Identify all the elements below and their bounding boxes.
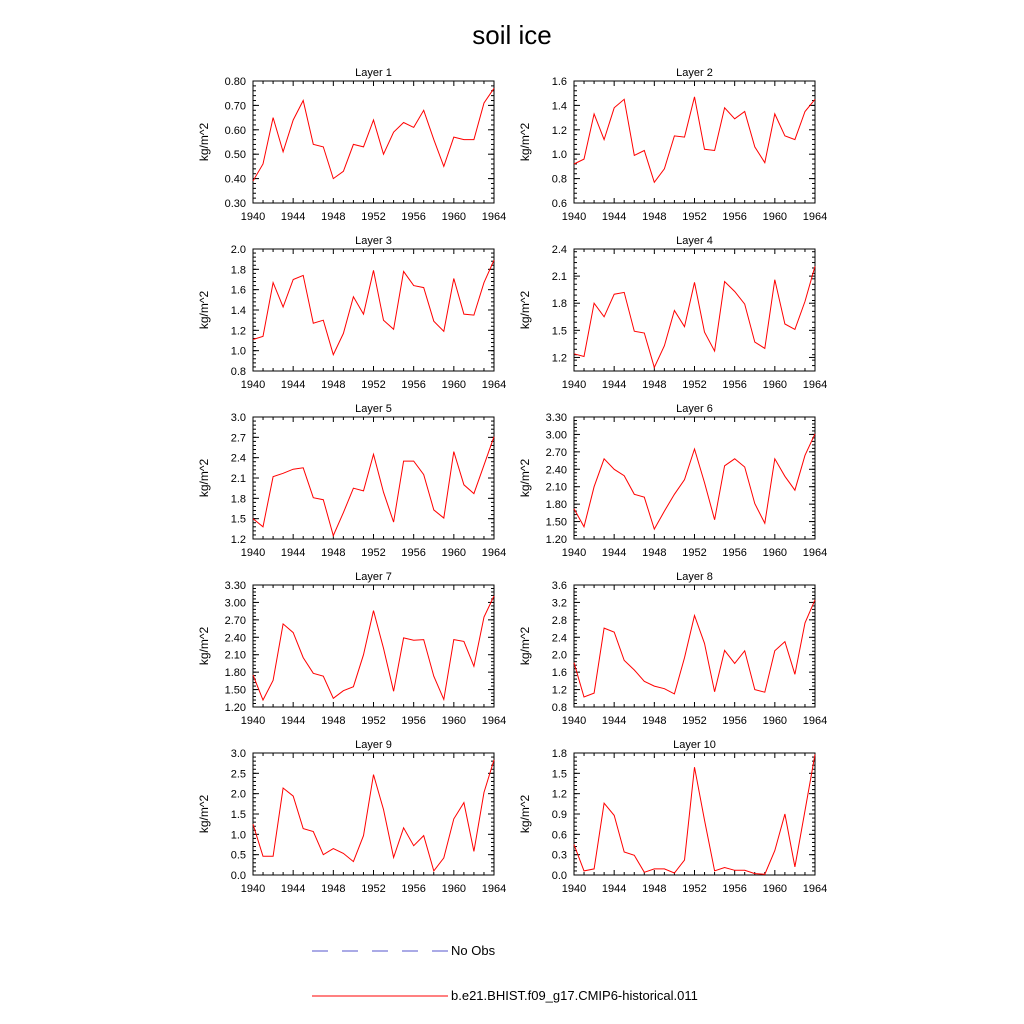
x-tick-label: 1940 — [561, 547, 587, 559]
y-tick-label: 1.4 — [230, 305, 246, 317]
y-tick-label: 1.6 — [551, 667, 567, 680]
x-tick-label: 1956 — [401, 883, 426, 895]
x-tick-label: 1952 — [361, 211, 386, 223]
y-axis-label: kg/m^2 — [518, 626, 532, 666]
plot-frame — [253, 585, 494, 707]
x-tick-label: 1940 — [561, 211, 587, 223]
y-tick-label: 2.10 — [545, 481, 567, 494]
y-tick-label: 3.00 — [545, 429, 567, 442]
x-tick-label: 1964 — [802, 715, 828, 727]
y-axis-label: kg/m^2 — [197, 794, 211, 834]
plot-frame — [253, 249, 494, 371]
y-axis-label: kg/m^2 — [518, 794, 532, 834]
y-axis-label: kg/m^2 — [518, 290, 532, 330]
y-tick-label: 3.6 — [551, 580, 567, 592]
chart-panel-10 — [518, 739, 827, 895]
chart-panel-2 — [518, 67, 827, 223]
x-tick-label: 1964 — [802, 379, 828, 391]
x-tick-label: 1952 — [682, 379, 707, 391]
y-tick-label: 0.6 — [551, 829, 567, 842]
y-axis-label: kg/m^2 — [197, 626, 211, 666]
x-tick-label: 1948 — [321, 715, 346, 727]
x-tick-label: 1956 — [401, 715, 426, 727]
y-tick-label: 3.00 — [224, 597, 246, 610]
legend-label-model-run: b.e21.BHIST.f09_g17.CMIP6-historical.011 — [451, 988, 698, 1003]
x-tick-label: 1948 — [642, 715, 667, 727]
y-tick-label: 1.8 — [551, 748, 567, 760]
series-line — [574, 754, 815, 874]
x-tick-label: 1940 — [561, 379, 587, 391]
y-tick-label: 2.1 — [230, 473, 246, 485]
y-tick-label: 3.30 — [224, 580, 246, 592]
y-tick-label: 0.0 — [230, 870, 246, 882]
x-tick-label: 1964 — [481, 883, 507, 895]
figure-title: soil ice — [472, 20, 552, 50]
y-tick-label: 2.10 — [224, 649, 246, 662]
y-axis-label: kg/m^2 — [518, 458, 532, 498]
chart-panel-5 — [197, 403, 506, 559]
y-tick-label: 1.4 — [551, 100, 567, 113]
y-tick-label: 2.1 — [551, 271, 567, 284]
y-tick-label: 2.40 — [545, 464, 567, 477]
chart-panel-4 — [518, 235, 827, 391]
x-tick-label: 1952 — [682, 883, 707, 895]
y-tick-label: 2.0 — [230, 788, 246, 801]
x-tick-label: 1948 — [642, 883, 667, 895]
y-tick-label: 0.0 — [551, 870, 567, 882]
x-tick-label: 1952 — [682, 715, 707, 727]
x-tick-label: 1940 — [240, 547, 266, 559]
series-line — [574, 600, 815, 697]
y-axis-label: kg/m^2 — [197, 122, 211, 162]
x-tick-label: 1944 — [601, 379, 627, 391]
y-tick-label: 1.2 — [551, 124, 567, 137]
y-tick-label: 1.20 — [224, 702, 246, 714]
y-tick-label: 3.30 — [545, 412, 567, 424]
x-tick-label: 1964 — [481, 547, 507, 559]
x-tick-label: 1948 — [642, 547, 667, 559]
x-tick-label: 1956 — [722, 715, 747, 727]
x-tick-label: 1960 — [762, 715, 788, 727]
y-tick-label: 1.0 — [551, 149, 567, 162]
chart-panel-7 — [197, 571, 506, 727]
series-line — [574, 266, 815, 367]
x-tick-label: 1956 — [722, 883, 747, 895]
panel-title: Layer 5 — [355, 403, 392, 415]
panel-title: Layer 2 — [676, 67, 713, 79]
x-tick-label: 1940 — [240, 883, 266, 895]
y-tick-label: 1.2 — [230, 325, 246, 338]
x-tick-label: 1948 — [321, 883, 346, 895]
y-tick-label: 0.60 — [224, 124, 246, 137]
y-tick-label: 2.4 — [551, 632, 567, 645]
x-tick-label: 1960 — [441, 883, 467, 895]
y-tick-label: 2.0 — [551, 649, 567, 662]
x-tick-label: 1956 — [722, 379, 747, 391]
series-line — [253, 760, 494, 871]
plot-frame — [574, 249, 815, 371]
x-tick-label: 1960 — [762, 379, 788, 391]
x-tick-label: 1956 — [401, 547, 426, 559]
y-tick-label: 2.70 — [545, 446, 567, 459]
x-tick-label: 1960 — [762, 547, 788, 559]
plot-frame — [253, 417, 494, 539]
y-tick-label: 2.8 — [551, 614, 567, 627]
y-tick-label: 1.5 — [230, 809, 246, 821]
y-tick-label: 0.3 — [551, 849, 567, 862]
x-tick-label: 1960 — [441, 379, 467, 391]
x-tick-label: 1964 — [481, 715, 507, 727]
x-tick-label: 1964 — [802, 547, 828, 559]
y-tick-label: 0.9 — [551, 809, 567, 821]
x-tick-label: 1956 — [401, 379, 426, 391]
x-tick-label: 1944 — [280, 211, 306, 223]
x-tick-label: 1940 — [240, 379, 266, 391]
y-tick-label: 3.2 — [551, 597, 567, 610]
x-tick-label: 1944 — [601, 715, 627, 727]
x-tick-label: 1944 — [280, 883, 306, 895]
y-tick-label: 2.4 — [230, 452, 246, 465]
y-tick-label: 2.7 — [230, 432, 246, 445]
y-tick-label: 2.4 — [551, 244, 567, 256]
x-tick-label: 1944 — [601, 211, 627, 223]
x-tick-label: 1952 — [361, 715, 386, 727]
y-tick-label: 1.50 — [545, 516, 567, 529]
y-tick-label: 1.2 — [551, 788, 567, 801]
x-tick-label: 1944 — [280, 379, 306, 391]
series-line — [253, 260, 494, 355]
x-tick-label: 1956 — [722, 211, 747, 223]
y-tick-label: 1.20 — [545, 534, 567, 546]
y-tick-label: 0.70 — [224, 100, 246, 113]
y-tick-label: 1.5 — [551, 325, 567, 338]
y-tick-label: 1.6 — [551, 76, 567, 88]
y-tick-label: 3.0 — [230, 412, 246, 424]
y-tick-label: 0.30 — [224, 198, 246, 210]
plot-frame — [253, 753, 494, 875]
y-tick-label: 1.5 — [230, 513, 246, 526]
plot-frame — [574, 417, 815, 539]
panel-title: Layer 9 — [355, 739, 392, 751]
series-line — [253, 596, 494, 700]
x-tick-label: 1952 — [361, 547, 386, 559]
y-tick-label: 1.8 — [551, 298, 567, 311]
x-tick-label: 1964 — [481, 211, 507, 223]
y-tick-label: 1.50 — [224, 684, 246, 697]
y-tick-label: 0.80 — [224, 76, 246, 88]
y-tick-label: 1.6 — [230, 284, 246, 297]
x-tick-label: 1964 — [802, 211, 828, 223]
y-tick-label: 1.80 — [224, 667, 246, 680]
x-tick-label: 1944 — [280, 715, 306, 727]
panel-title: Layer 4 — [676, 235, 713, 247]
panel-title: Layer 1 — [355, 67, 392, 79]
panel-title: Layer 10 — [673, 739, 716, 751]
x-tick-label: 1952 — [361, 883, 386, 895]
x-tick-label: 1952 — [682, 547, 707, 559]
y-axis-label: kg/m^2 — [197, 458, 211, 498]
y-tick-label: 0.6 — [551, 198, 567, 210]
x-tick-label: 1952 — [682, 211, 707, 223]
series-line — [253, 88, 494, 181]
y-tick-label: 2.40 — [224, 632, 246, 645]
y-tick-label: 1.2 — [230, 534, 246, 546]
x-tick-label: 1960 — [762, 883, 788, 895]
x-tick-label: 1944 — [601, 547, 627, 559]
series-line — [574, 434, 815, 529]
y-tick-label: 1.5 — [551, 768, 567, 781]
y-tick-label: 1.0 — [230, 345, 246, 358]
plot-frame — [253, 81, 494, 203]
x-tick-label: 1940 — [240, 715, 266, 727]
legend-label-no-obs: No Obs — [451, 943, 496, 958]
y-tick-label: 0.5 — [230, 849, 246, 862]
panel-title: Layer 7 — [355, 571, 392, 583]
x-tick-label: 1940 — [561, 715, 587, 727]
x-tick-label: 1948 — [642, 379, 667, 391]
x-tick-label: 1960 — [441, 547, 467, 559]
series-line — [253, 437, 494, 536]
x-tick-label: 1944 — [280, 547, 306, 559]
x-tick-label: 1944 — [601, 883, 627, 895]
y-tick-label: 0.8 — [230, 366, 246, 378]
chart-panel-8 — [518, 571, 827, 727]
y-tick-label: 1.80 — [545, 499, 567, 512]
x-tick-label: 1960 — [441, 211, 467, 223]
chart-panel-9 — [197, 739, 506, 895]
y-tick-label: 1.8 — [230, 493, 246, 506]
x-tick-label: 1960 — [441, 715, 467, 727]
x-tick-label: 1964 — [481, 379, 507, 391]
panel-title: Layer 6 — [676, 403, 713, 415]
x-tick-label: 1960 — [762, 211, 788, 223]
y-tick-label: 1.0 — [230, 829, 246, 842]
x-tick-label: 1964 — [802, 883, 828, 895]
panel-title: Layer 3 — [355, 235, 392, 247]
y-tick-label: 0.8 — [551, 173, 567, 186]
y-axis-label: kg/m^2 — [518, 122, 532, 162]
x-tick-label: 1956 — [722, 547, 747, 559]
y-tick-label: 2.0 — [230, 244, 246, 256]
x-tick-label: 1940 — [240, 211, 266, 223]
panel-title: Layer 8 — [676, 571, 713, 583]
x-tick-label: 1948 — [321, 547, 346, 559]
y-tick-label: 1.2 — [551, 352, 567, 365]
x-tick-label: 1940 — [561, 883, 587, 895]
chart-panel-3 — [197, 235, 506, 391]
y-axis-label: kg/m^2 — [197, 290, 211, 330]
x-tick-label: 1948 — [321, 379, 346, 391]
x-tick-label: 1952 — [361, 379, 386, 391]
chart-panel-6 — [518, 403, 827, 559]
y-tick-label: 3.0 — [230, 748, 246, 760]
series-line — [574, 97, 815, 182]
y-tick-label: 1.2 — [551, 684, 567, 697]
y-tick-label: 0.40 — [224, 173, 246, 186]
y-tick-label: 1.8 — [230, 264, 246, 277]
x-tick-label: 1948 — [321, 211, 346, 223]
y-tick-label: 2.70 — [224, 614, 246, 627]
chart-panel-1 — [197, 67, 506, 223]
plot-frame — [574, 585, 815, 707]
y-tick-label: 0.50 — [224, 149, 246, 162]
x-tick-label: 1956 — [401, 211, 426, 223]
y-tick-label: 0.8 — [551, 702, 567, 714]
x-tick-label: 1948 — [642, 211, 667, 223]
legend — [312, 943, 698, 1003]
y-tick-label: 2.5 — [230, 768, 246, 781]
panel-grid — [197, 67, 827, 895]
